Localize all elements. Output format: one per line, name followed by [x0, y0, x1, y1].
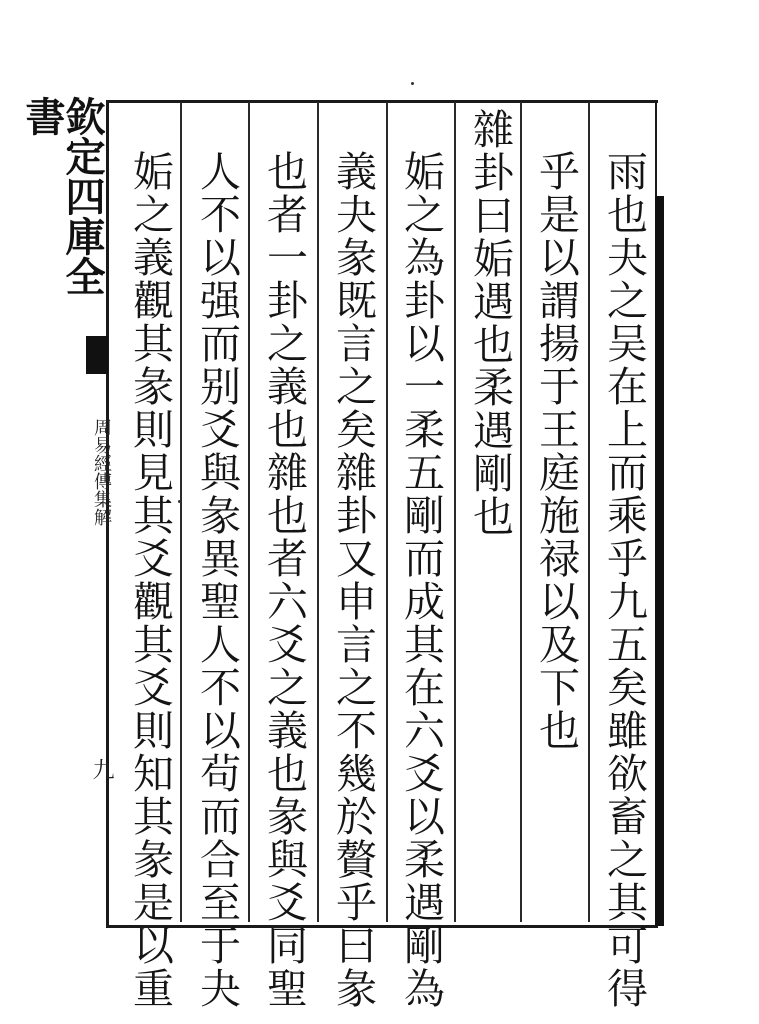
frame-right-border-top: [655, 100, 657, 200]
text-column-1: 雨也夬之吴在上而乘乎九五矣雖欲畜之其可得: [600, 150, 648, 1010]
margin-collection-title: 欽定四庫全書: [19, 96, 105, 296]
text-column-3: 雜卦曰姤遇也柔遇剛也: [466, 108, 514, 538]
fishtail-mark: [86, 336, 108, 374]
text-column-6: 也者一卦之義也雜也者六爻之義也彖與爻同聖: [260, 150, 308, 1010]
text-column-4: 姤之為卦以一柔五剛而成其在六爻以柔遇剛為: [397, 150, 445, 1010]
column-rule: [454, 102, 456, 922]
column-rule: [317, 102, 319, 922]
frame-right-border: [655, 196, 664, 926]
column-rule: [386, 102, 388, 922]
column-rule: [520, 102, 522, 922]
ink-speck: [178, 500, 181, 503]
margin-page-number: 九: [89, 758, 114, 780]
text-column-7: 人不以强而别爻與彖異聖人不以茍而合至于夬: [193, 150, 241, 1010]
text-column-5: 義夬彖既言之矣雜卦又申言之不幾於贅乎曰彖: [329, 150, 377, 1010]
text-column-8: 姤之義觀其彖則見其爻觀其爻則知其彖是以重: [126, 150, 174, 1010]
column-rule: [588, 102, 590, 922]
text-column-2: 乎是以謂揚于王庭施禄以及下也: [532, 150, 580, 752]
margin-book-title: 周易經傳集解: [91, 418, 112, 526]
ink-speck: [411, 82, 414, 85]
column-rule: [248, 102, 250, 922]
column-rule: [180, 102, 182, 922]
